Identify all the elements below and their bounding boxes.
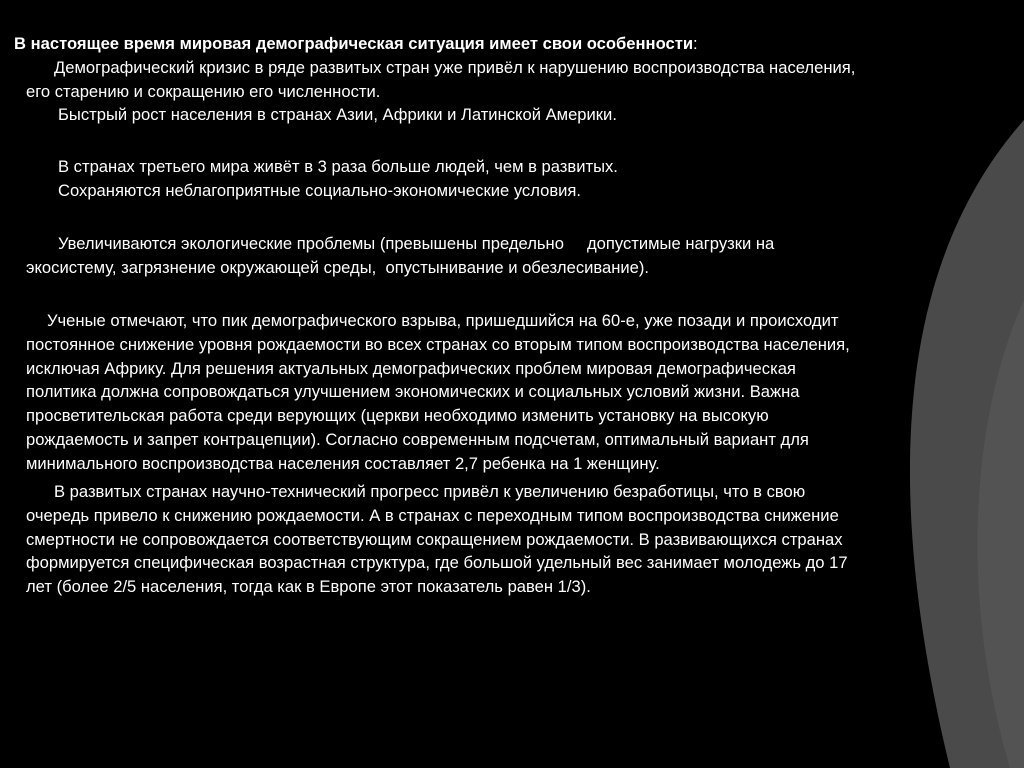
text-line-6: Увеличиваются экологические проблемы (превышены предельно допустимые нагрузки на — [58, 234, 775, 253]
heading-bold: В настоящее время мировая демографическая ситуация имеет свои особенности — [14, 34, 694, 53]
heading-colon: : — [693, 34, 698, 53]
text-line-5: Сохраняются неблагоприятные социально-экономические условия. — [58, 180, 582, 200]
text-line-3: Быстрый рост населения в странах Азии, Африки и Латинской Америки. — [58, 105, 617, 125]
text-line-17: смертности не сопровождается соответствующим сокращением рождаемости. В развивающихся странах — [26, 529, 843, 549]
text-line-13: рождаемость и запрет контрацепции). Согласно современным подсчетам, оптимальный вариант для — [26, 430, 809, 449]
text-line-7: экосистему, загрязнение окружающей среды, опустынивание и обезлесивание). — [26, 257, 650, 277]
text-line-16: очередь привело к снижению рождаемости. А в странах с переходным типом воспроизводства снижение — [26, 505, 839, 525]
text-line-10: исключая Африку. Для решения актуальных демографических проблем мировая демографическая — [26, 358, 796, 378]
text-line-9: постоянное снижение уровня рождаемости во всех странах со вторым типом воспроизводства населения, — [26, 334, 850, 354]
text-line-1: Демографический кризис в ряде развитых стран уже привёл к нарушению воспроизводства населения, — [54, 57, 856, 77]
text-line-18: формируется специфическая возрастная структура, где большой удельный вес занимает молодежь до 17 — [26, 553, 848, 573]
text-line-19: лет (более 2/5 населения, тогда как в Европе этот показатель равен 1/3). — [26, 577, 591, 597]
text-line-8: Ученые отмечают, что пик демографического взрыва, пришедшийся на 60-е, уже позади и происходит — [47, 311, 839, 330]
heading-line — [14, 32, 698, 56]
text-line-4: В странах третьего мира живёт в 3 раза больше людей, чем в развитых. — [58, 157, 618, 176]
text-line-11: политика должна сопровождаться улучшением экономических и социальных условий жизни. Важна — [26, 382, 800, 402]
text-line-15: В развитых странах научно-технический прогресс привёл к увеличению безработицы, что в свою — [54, 482, 806, 501]
text-line-14: минимального воспроизводства населения составляет 2,7 ребенка на 1 женщину. — [26, 453, 660, 473]
text-line-2: его старению и сокращению его численности. — [26, 81, 381, 101]
text-line-12: просветительская работа среди верующих (церкви необходимо изменить установку на высокую — [26, 406, 769, 426]
